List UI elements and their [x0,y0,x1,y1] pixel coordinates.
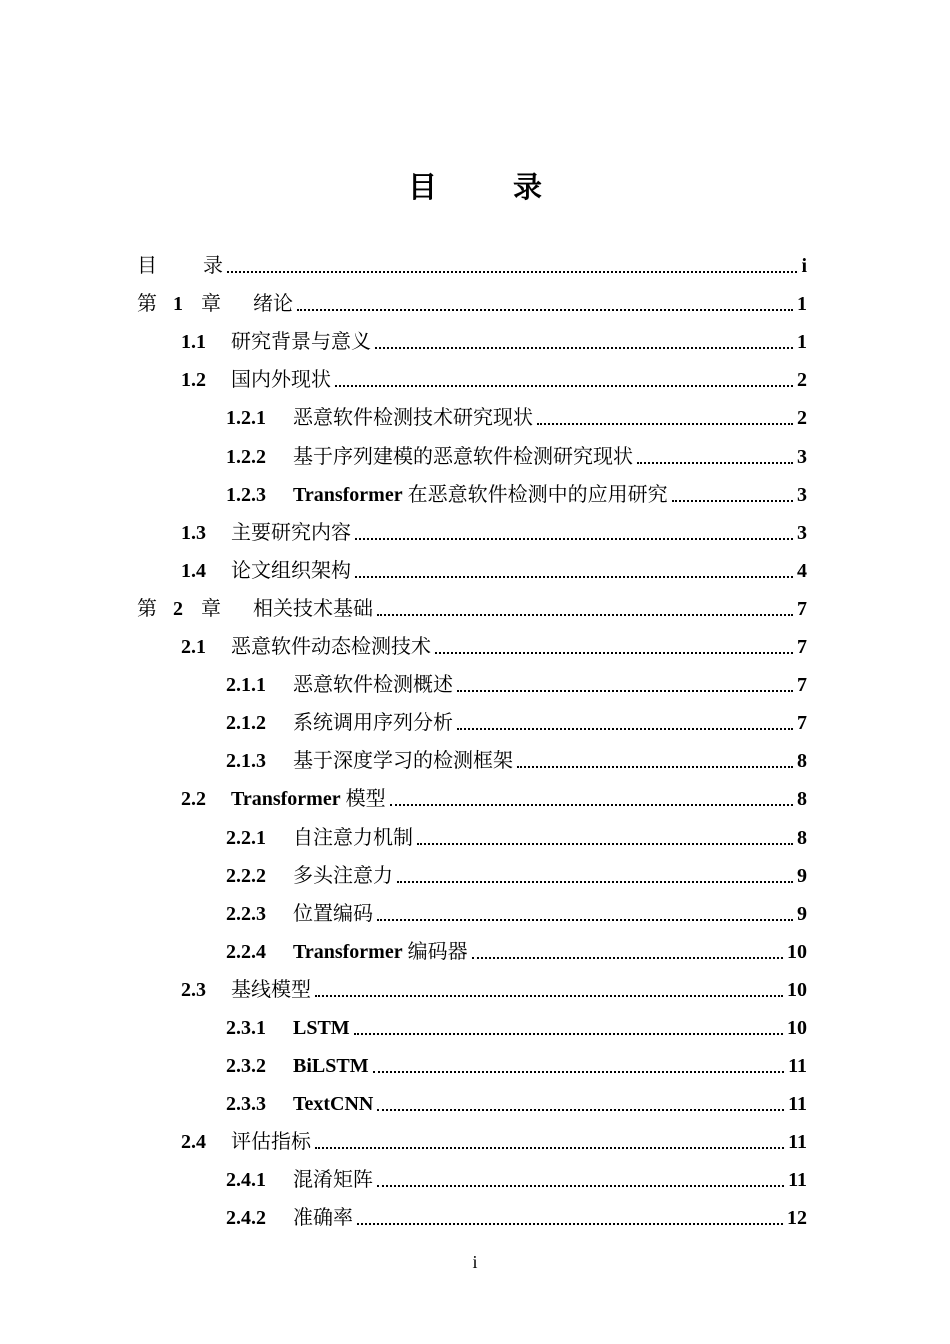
section-number: 1.3 [181,521,206,544]
dot-leader [377,1184,784,1187]
toc-entry-page-number: 7 [797,636,807,659]
dot-leader [377,613,793,616]
toc-entry-title-text: 多头注意力 [293,864,393,887]
dot-leader [373,1070,785,1073]
toc-entry[interactable] [137,964,807,1002]
toc-entry[interactable] [137,469,807,507]
toc-entry-title: 绪论 [253,293,293,316]
toc-entry-title-latin: LSTM [293,1016,350,1039]
toc-entry-title-latin: Transformer [293,483,403,506]
section-number: 2.3.3 [226,1093,266,1116]
section-number: 1.4 [181,559,206,582]
toc-entry-title-text: 系统调用序列分析 [293,712,453,735]
chapter-number-part: 章 [201,293,221,316]
toc-entry-page-number: 9 [797,902,807,925]
toc-entry[interactable] [137,1078,807,1116]
toc-entry-title [231,330,371,354]
section-number: 2.2.2 [226,864,266,887]
toc-entry-title-text: 研究背景与意义 [231,331,371,354]
toc-entry-title-text: 基线模型 [231,978,311,1001]
toc-entry-title-text: 基于深度学习的检测框架 [293,750,513,773]
toc-entry-title [231,1130,311,1154]
chapter-number-part: 1 [173,293,183,316]
toc-entry-title-text: 模型 [340,788,386,811]
toc-entry[interactable] [137,278,807,316]
chapter-number [137,597,253,621]
toc-entry-page-number: 8 [797,750,807,773]
toc-entry-title [293,1054,369,1078]
section-number: 2.2.3 [226,902,266,925]
toc-entry-page-number: 9 [797,864,807,887]
toc-entry-page-number: 10 [787,1016,807,1039]
toc-entry-page-number: 7 [797,712,807,735]
toc-entry-title-text: 主要研究内容 [231,521,351,544]
dot-leader [377,1108,784,1111]
toc-entry-page-number: 3 [797,483,807,506]
toc-entry-title [231,635,431,659]
dot-leader [672,499,793,502]
dot-leader [435,651,793,654]
section-number: 1.2 [181,369,206,392]
toc-entry-title-text: 位置编码 [293,902,373,925]
toc-entry-page-number: 12 [787,1207,807,1230]
chapter-number-part: 第 [137,597,157,620]
toc-entry-title [137,254,223,278]
toc-entry-page-number: 11 [788,1093,807,1116]
toc-entry-title [293,864,393,888]
toc-entry-title [293,1206,353,1230]
toc-entry[interactable] [137,735,807,773]
dot-leader [390,803,793,806]
table-of-contents [137,240,807,1230]
toc-entry-title [231,787,386,811]
toc-entry-title-text: 自注意力机制 [293,826,413,849]
toc-entry-title-text: 国内外现状 [231,369,331,392]
page-title [0,165,950,206]
toc-entry-title-part: 目 [137,255,157,278]
toc-entry[interactable] [137,1002,807,1040]
toc-entry-page-number: 3 [797,521,807,544]
toc-entry[interactable] [137,1154,807,1192]
section-number: 2.4.1 [226,1169,266,1192]
dot-leader [377,918,793,921]
toc-entry[interactable] [137,621,807,659]
toc-entry-page-number: 11 [788,1055,807,1078]
toc-entry-page-number: 10 [787,978,807,1001]
dot-leader [315,994,783,997]
chapter-number-part: 章 [201,597,221,620]
section-number: 2.2 [181,788,206,811]
section-number: 2.2.1 [226,826,266,849]
toc-entry-page-number: 8 [797,788,807,811]
chapter-number-part: 2 [173,597,183,620]
toc-entry-title [293,749,513,773]
page-number-footer: i [472,1252,478,1272]
toc-entry-title-text: 在恶意软件检测中的应用研究 [402,483,668,506]
toc-entry[interactable] [137,926,807,964]
toc-entry-title-latin: BiLSTM [293,1055,369,1078]
toc-entry-page-number: 4 [797,559,807,582]
dot-leader [457,689,793,692]
toc-entry-title-text: 论文组织架构 [231,559,351,582]
section-number: 1.1 [181,331,206,354]
toc-entry-title [293,711,453,735]
toc-entry[interactable] [137,888,807,926]
toc-entry[interactable] [137,354,807,392]
toc-entry-page-number: 3 [797,445,807,468]
toc-entry-page-number: 7 [797,597,807,620]
toc-entry-title-text: 基于序列建模的恶意软件检测研究现状 [293,445,633,468]
page-title-char-2: 录 [513,172,543,204]
dot-leader [315,1146,784,1149]
dot-leader [637,461,793,464]
toc-entry-title [293,1168,373,1192]
toc-entry-page-number: 10 [787,940,807,963]
toc-entry[interactable] [137,392,807,430]
dot-leader [457,727,793,730]
toc-entry-title [293,902,373,926]
toc-entry-title [231,368,331,392]
toc-entry[interactable] [137,430,807,468]
toc-entry-title-text: 评估指标 [231,1131,311,1154]
toc-entry-title [293,445,633,469]
toc-entry-title-text: 恶意软件动态检测技术 [231,636,431,659]
toc-entry-title [293,940,468,964]
toc-entry[interactable] [137,811,807,849]
dot-leader [397,880,793,883]
dot-leader [335,384,793,387]
section-number: 2.2.4 [226,940,266,963]
dot-leader [354,1032,783,1035]
toc-entry-page-number: 8 [797,826,807,849]
toc-entry[interactable] [137,240,807,278]
section-number: 2.1.2 [226,712,266,735]
dot-leader [417,842,793,845]
toc-entry[interactable] [137,850,807,888]
page-title-char-1: 目 [407,172,437,204]
toc-entry-title-text: 编码器 [402,940,468,963]
section-number: 1.2.3 [226,483,266,506]
toc-entry[interactable] [137,697,807,735]
toc-entry[interactable] [137,583,807,621]
toc-entry-page-number: 7 [797,674,807,697]
section-number: 2.1.3 [226,750,266,773]
dot-leader [537,422,793,425]
dot-leader [355,537,793,540]
dot-leader [227,270,797,273]
toc-entry-page-number: 11 [788,1131,807,1154]
chapter-number-part: 第 [137,293,157,316]
toc-entry-title: 相关技术基础 [253,597,373,620]
toc-entry-title [293,1016,350,1040]
toc-entry-page-number: i [801,255,807,278]
section-number: 2.3.1 [226,1016,266,1039]
section-number: 2.3 [181,978,206,1001]
toc-entry-title [293,483,668,507]
toc-entry-title [231,559,351,583]
toc-entry-title [231,521,351,545]
toc-entry-title [293,1092,373,1116]
toc-entry[interactable] [137,659,807,697]
toc-entry-title [231,978,311,1002]
toc-entry-title-latin: Transformer [231,788,341,811]
dot-leader [517,765,793,768]
dot-leader [357,1222,783,1225]
toc-entry-title [293,406,533,430]
toc-entry-title [293,826,413,850]
toc-entry-title [293,673,453,697]
section-number: 2.4 [181,1131,206,1154]
toc-entry-page-number: 11 [788,1169,807,1192]
section-number: 2.4.2 [226,1207,266,1230]
toc-entry[interactable] [137,507,807,545]
section-number: 1.2.2 [226,445,266,468]
toc-entry-page-number: 2 [797,407,807,430]
toc-entry-title-text: 准确率 [293,1207,353,1230]
dot-leader [297,308,793,311]
toc-entry[interactable] [137,545,807,583]
chapter-number [137,292,253,316]
section-number: 2.1.1 [226,674,266,697]
toc-entry-title-text: 混淆矩阵 [293,1169,373,1192]
dot-leader [472,956,783,959]
toc-entry-title-text: 恶意软件检测技术研究现状 [293,407,533,430]
toc-entry[interactable] [137,1192,807,1230]
toc-entry-title-part: 录 [203,255,223,278]
toc-entry-page-number: 1 [797,293,807,316]
section-number: 2.1 [181,636,206,659]
toc-entry[interactable] [137,1040,807,1078]
section-number: 2.3.2 [226,1055,266,1078]
dot-leader [355,575,793,578]
toc-entry-title-text: 恶意软件检测概述 [293,674,453,697]
toc-entry-page-number: 2 [797,369,807,392]
toc-entry-title-latin: TextCNN [293,1093,374,1116]
toc-entry[interactable] [137,1116,807,1154]
toc-entry[interactable] [137,316,807,354]
section-number: 1.2.1 [226,407,266,430]
toc-entry-title-latin: Transformer [293,940,403,963]
dot-leader [375,346,793,349]
toc-entry-page-number: 1 [797,331,807,354]
toc-entry[interactable] [137,773,807,811]
